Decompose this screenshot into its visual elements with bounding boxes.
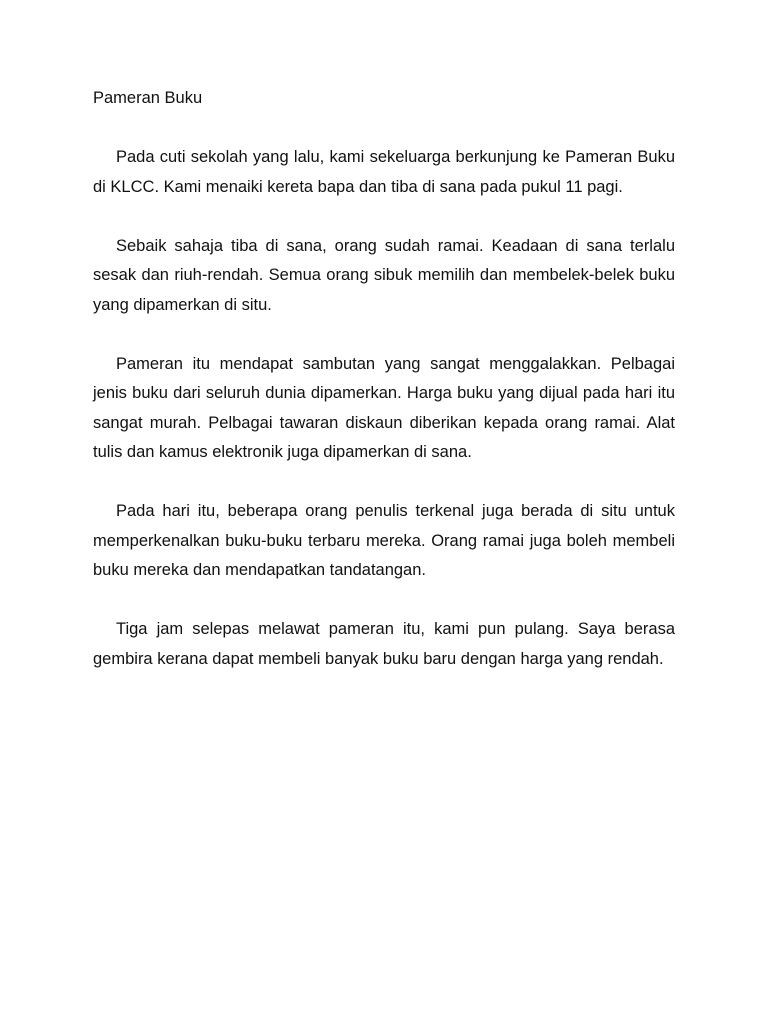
paragraph-3: Pameran itu mendapat sambutan yang sangat menggalakkan. Pelbagai jenis buku dari seluruh dunia dipamerkan. Harga buku yang dijual pada hari itu sangat murah. Pelbagai tawaran diskaun diberikan kepada orang ramai. Alat tulis dan kamus elektronik juga dipamerkan di sana.: [93, 354, 675, 461]
paragraph-4: Pada hari itu, beberapa orang penulis terkenal juga berada di situ untuk memperkenalkan buku-buku terbaru mereka. Orang ramai juga boleh membeli buku mereka dan mendapatkan tandatangan.: [93, 502, 675, 579]
document-title: Pameran Buku: [93, 89, 203, 107]
paragraph-2: Sebaik sahaja tiba di sana, orang sudah ramai. Keadaan di sana terlalu sesak dan riuh-rendah. Semua orang sibuk memilih dan membelek-belek buku yang dipamerkan di situ.: [93, 236, 675, 314]
paragraph-5: Tiga jam selepas melawat pameran itu, kami pun pulang. Saya berasa gembira kerana dapat membeli banyak buku baru dengan harga yang rendah.: [93, 620, 675, 668]
document-body: [93, 143, 675, 704]
paragraph-1: Pada cuti sekolah yang lalu, kami sekeluarga berkunjung ke Pameran Buku di KLCC. Kami menaiki kereta bapa dan tiba di sana pada pukul 11 pagi.: [93, 148, 675, 196]
